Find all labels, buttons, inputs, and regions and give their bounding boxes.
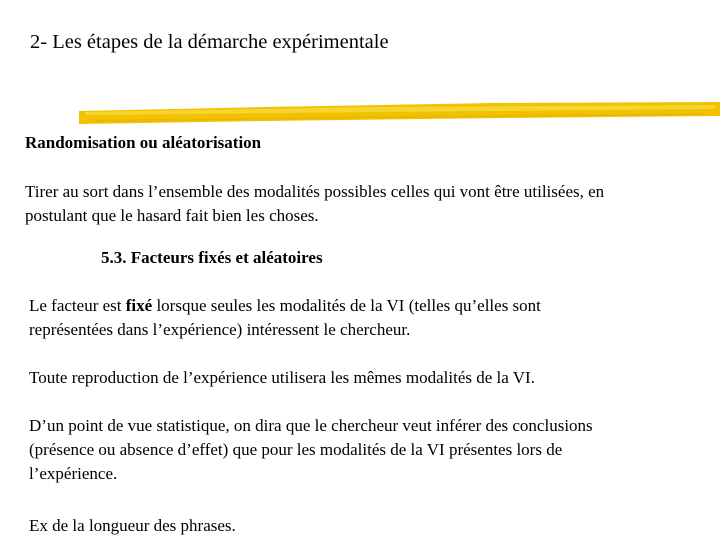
fixed-factor-line-1 xyxy=(29,294,541,318)
fixed-factor-line-2: représentées dans l’expérience) intéressent le chercheur. xyxy=(29,320,411,339)
fixed-factor-emphasis: fixé xyxy=(125,296,153,315)
fixed-factor-suffix: lorsque seules les modalités de la VI (telles qu’elles sont xyxy=(152,296,541,315)
statistical-line-3: l’expérience. xyxy=(29,464,118,483)
slide-title: 2- Les étapes de la démarche expérimentale xyxy=(30,31,389,53)
statistical-line-2: (présence ou absence d’effet) que pour les modalités de la VI présentes lors de xyxy=(29,440,563,459)
definition-line-1: Tirer au sort dans l’ensemble des modalités possibles celles qui vont être utilisées, en xyxy=(25,182,605,201)
highlighter-rule xyxy=(75,97,720,133)
statistical-line-1: D’un point de vue statistique, on dira que le chercheur veut inférer des conclusions xyxy=(29,416,593,435)
definition-line-2: postulant que le hasard fait bien les choses. xyxy=(25,206,319,225)
section-heading: Randomisation ou aléatorisation xyxy=(25,133,262,152)
subsection-heading: 5.3. Facteurs fixés et aléatoires xyxy=(101,248,323,267)
reproduction-paragraph: Toute reproduction de l’expérience utilisera les mêmes modalités de la VI. xyxy=(29,368,535,387)
example-paragraph: Ex de la longueur des phrases. xyxy=(29,516,236,535)
fixed-factor-prefix: Le facteur est xyxy=(29,296,126,315)
